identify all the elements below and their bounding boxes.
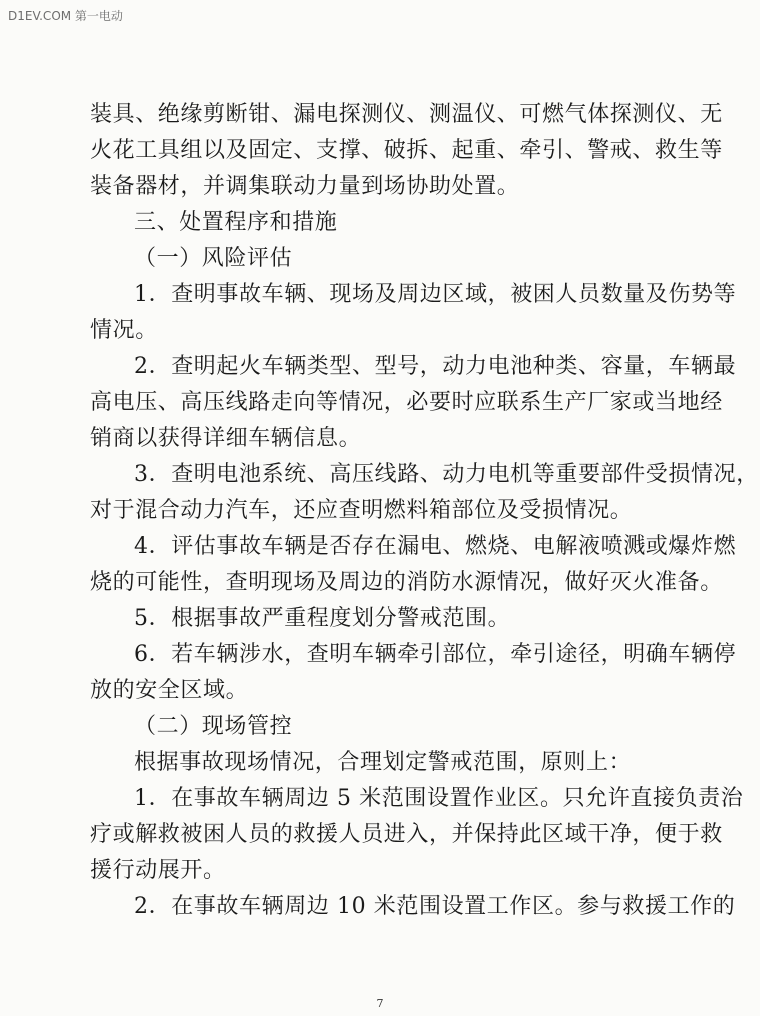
document-body — [90, 97, 759, 925]
body-line: 装具、绝缘剪断钳、漏电探测仪、测温仪、可燃气体探测仪、无 — [90, 102, 723, 127]
body-line: 2．查明起火车辆类型、型号，动力电池种类、容量，车辆最 — [134, 354, 737, 379]
body-line: 疗或解救被困人员的救援人员进入，并保持此区域干净，便于救 — [90, 822, 723, 847]
body-line: 4．评估事故车辆是否存在漏电、燃烧、电解液喷溅或爆炸燃 — [134, 534, 737, 559]
body-line: 6．若车辆涉水，查明车辆牵引部位，牵引途径，明确车辆停 — [134, 642, 737, 667]
page-number: 7 — [376, 997, 384, 1010]
body-line: 援行动展开。 — [90, 858, 226, 883]
body-line: 火花工具组以及固定、支撑、破拆、起重、牵引、警戒、救生等 — [90, 138, 723, 163]
body-line: 销商以获得详细车辆信息。 — [90, 426, 362, 451]
body-line: 2．在事故车辆周边 10 米范围设置工作区。参与救援工作的 — [134, 894, 736, 919]
body-line: 烧的可能性，查明现场及周边的消防水源情况，做好灭火准备。 — [90, 570, 723, 595]
body-line: 根据事故现场情况，合理划定警戒范围，原则上： — [134, 750, 632, 775]
watermark: D1EV.COM 第一电动 — [8, 9, 123, 23]
subsection-heading: （一）风险评估 — [134, 246, 293, 271]
section-heading: 三、处置程序和措施 — [134, 210, 338, 235]
body-line: 1．查明事故车辆、现场及周边区域，被困人员数量及伤势等 — [134, 282, 737, 307]
body-line: 1．在事故车辆周边 5 米范围设置作业区。只允许直接负责治 — [134, 786, 744, 811]
body-line: 装备器材，并调集联动力量到场协助处置。 — [90, 174, 520, 199]
body-line: 3．查明电池系统、高压线路、动力电机等重要部件受损情况， — [134, 462, 759, 487]
body-line: 情况。 — [90, 318, 158, 343]
subsection-heading: （二）现场管控 — [134, 714, 293, 739]
body-line: 5．根据事故严重程度划分警戒范围。 — [134, 606, 511, 631]
body-line: 对于混合动力汽车，还应查明燃料箱部位及受损情况。 — [90, 498, 633, 523]
body-line: 放的安全区域。 — [90, 678, 249, 703]
body-line: 高电压、高压线路走向等情况，必要时应联系生产厂家或当地经 — [90, 390, 723, 415]
